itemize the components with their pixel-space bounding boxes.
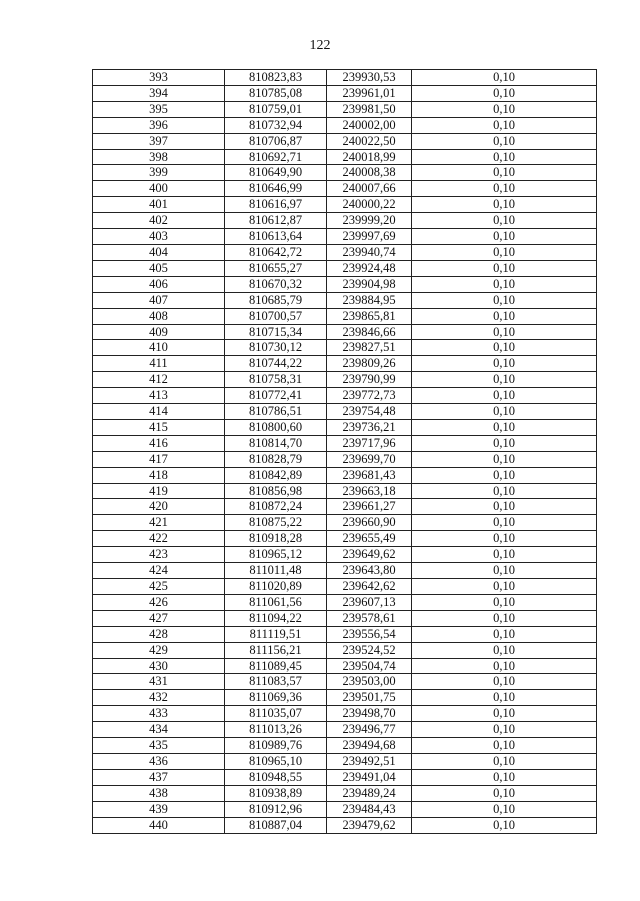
table-row: [93, 658, 597, 674]
accuracy-cell: 0,10: [412, 769, 597, 785]
point-number-cell: 434: [93, 722, 225, 738]
x-coordinate-cell: 811094,22: [225, 610, 327, 626]
accuracy-cell: 0,10: [412, 594, 597, 610]
point-number-cell: 412: [93, 372, 225, 388]
accuracy-cell: 0,10: [412, 785, 597, 801]
table-row: [93, 610, 597, 626]
y-coordinate-cell: 239578,61: [327, 610, 412, 626]
x-coordinate-cell: 810692,71: [225, 149, 327, 165]
table-row: [93, 531, 597, 547]
x-coordinate-cell: 811089,45: [225, 658, 327, 674]
y-coordinate-cell: 239681,43: [327, 467, 412, 483]
table-row: [93, 197, 597, 213]
y-coordinate-cell: 239904,98: [327, 276, 412, 292]
table-row: [93, 674, 597, 690]
accuracy-cell: 0,10: [412, 356, 597, 372]
table-row: [93, 165, 597, 181]
coordinates-table-body: [93, 70, 597, 834]
point-number-cell: 395: [93, 101, 225, 117]
y-coordinate-cell: 239754,48: [327, 404, 412, 420]
accuracy-cell: 0,10: [412, 292, 597, 308]
x-coordinate-cell: 810649,90: [225, 165, 327, 181]
x-coordinate-cell: 810786,51: [225, 404, 327, 420]
table-row: [93, 117, 597, 133]
x-coordinate-cell: 810730,12: [225, 340, 327, 356]
accuracy-cell: 0,10: [412, 610, 597, 626]
accuracy-cell: 0,10: [412, 499, 597, 515]
table-row: [93, 340, 597, 356]
point-number-cell: 399: [93, 165, 225, 181]
x-coordinate-cell: 810828,79: [225, 451, 327, 467]
table-row: [93, 435, 597, 451]
y-coordinate-cell: 239736,21: [327, 419, 412, 435]
y-coordinate-cell: 239492,51: [327, 753, 412, 769]
y-coordinate-cell: 239884,95: [327, 292, 412, 308]
table-row: [93, 769, 597, 785]
table-row: [93, 229, 597, 245]
table-row: [93, 181, 597, 197]
accuracy-cell: 0,10: [412, 419, 597, 435]
point-number-cell: 397: [93, 133, 225, 149]
point-number-cell: 410: [93, 340, 225, 356]
x-coordinate-cell: 810655,27: [225, 260, 327, 276]
x-coordinate-cell: 810613,64: [225, 229, 327, 245]
x-coordinate-cell: 810918,28: [225, 531, 327, 547]
y-coordinate-cell: 239649,62: [327, 547, 412, 563]
point-number-cell: 421: [93, 515, 225, 531]
table-row: [93, 419, 597, 435]
accuracy-cell: 0,10: [412, 563, 597, 579]
y-coordinate-cell: 239661,27: [327, 499, 412, 515]
table-row: [93, 70, 597, 86]
table-row: [93, 801, 597, 817]
point-number-cell: 439: [93, 801, 225, 817]
accuracy-cell: 0,10: [412, 753, 597, 769]
point-number-cell: 422: [93, 531, 225, 547]
x-coordinate-cell: 810685,79: [225, 292, 327, 308]
point-number-cell: 398: [93, 149, 225, 165]
y-coordinate-cell: 240002,00: [327, 117, 412, 133]
accuracy-cell: 0,10: [412, 435, 597, 451]
table-row: [93, 149, 597, 165]
accuracy-cell: 0,10: [412, 674, 597, 690]
x-coordinate-cell: 810616,97: [225, 197, 327, 213]
accuracy-cell: 0,10: [412, 70, 597, 86]
accuracy-cell: 0,10: [412, 451, 597, 467]
accuracy-cell: 0,10: [412, 738, 597, 754]
y-coordinate-cell: 239940,74: [327, 244, 412, 260]
accuracy-cell: 0,10: [412, 276, 597, 292]
point-number-cell: 406: [93, 276, 225, 292]
x-coordinate-cell: 810856,98: [225, 483, 327, 499]
table-row: [93, 324, 597, 340]
accuracy-cell: 0,10: [412, 372, 597, 388]
table-row: [93, 292, 597, 308]
point-number-cell: 427: [93, 610, 225, 626]
y-coordinate-cell: 239655,49: [327, 531, 412, 547]
y-coordinate-cell: 239663,18: [327, 483, 412, 499]
accuracy-cell: 0,10: [412, 388, 597, 404]
table-row: [93, 642, 597, 658]
accuracy-cell: 0,10: [412, 801, 597, 817]
x-coordinate-cell: 811035,07: [225, 706, 327, 722]
point-number-cell: 394: [93, 85, 225, 101]
accuracy-cell: 0,10: [412, 722, 597, 738]
table-row: [93, 817, 597, 833]
accuracy-cell: 0,10: [412, 531, 597, 547]
table-row: [93, 626, 597, 642]
y-coordinate-cell: 239504,74: [327, 658, 412, 674]
accuracy-cell: 0,10: [412, 706, 597, 722]
accuracy-cell: 0,10: [412, 579, 597, 595]
point-number-cell: 440: [93, 817, 225, 833]
y-coordinate-cell: 240000,22: [327, 197, 412, 213]
point-number-cell: 417: [93, 451, 225, 467]
point-number-cell: 415: [93, 419, 225, 435]
x-coordinate-cell: 810759,01: [225, 101, 327, 117]
point-number-cell: 407: [93, 292, 225, 308]
coordinates-table: [92, 69, 597, 834]
x-coordinate-cell: 810814,70: [225, 435, 327, 451]
y-coordinate-cell: 239699,70: [327, 451, 412, 467]
table-row: [93, 260, 597, 276]
accuracy-cell: 0,10: [412, 213, 597, 229]
accuracy-cell: 0,10: [412, 165, 597, 181]
accuracy-cell: 0,10: [412, 101, 597, 117]
x-coordinate-cell: 810744,22: [225, 356, 327, 372]
point-number-cell: 416: [93, 435, 225, 451]
table-row: [93, 101, 597, 117]
y-coordinate-cell: 239961,01: [327, 85, 412, 101]
table-row: [93, 388, 597, 404]
accuracy-cell: 0,10: [412, 340, 597, 356]
point-number-cell: 404: [93, 244, 225, 260]
table-row: [93, 451, 597, 467]
x-coordinate-cell: 810732,94: [225, 117, 327, 133]
y-coordinate-cell: 239524,52: [327, 642, 412, 658]
x-coordinate-cell: 811119,51: [225, 626, 327, 642]
table-row: [93, 308, 597, 324]
x-coordinate-cell: 810965,12: [225, 547, 327, 563]
y-coordinate-cell: 239865,81: [327, 308, 412, 324]
table-row: [93, 133, 597, 149]
x-coordinate-cell: 810772,41: [225, 388, 327, 404]
x-coordinate-cell: 810989,76: [225, 738, 327, 754]
y-coordinate-cell: 239491,04: [327, 769, 412, 785]
accuracy-cell: 0,10: [412, 181, 597, 197]
y-coordinate-cell: 239930,53: [327, 70, 412, 86]
point-number-cell: 411: [93, 356, 225, 372]
y-coordinate-cell: 239999,20: [327, 213, 412, 229]
x-coordinate-cell: 810872,24: [225, 499, 327, 515]
y-coordinate-cell: 239494,68: [327, 738, 412, 754]
y-coordinate-cell: 239846,66: [327, 324, 412, 340]
x-coordinate-cell: 810785,08: [225, 85, 327, 101]
x-coordinate-cell: 810887,04: [225, 817, 327, 833]
accuracy-cell: 0,10: [412, 229, 597, 245]
table-row: [93, 738, 597, 754]
point-number-cell: 413: [93, 388, 225, 404]
point-number-cell: 424: [93, 563, 225, 579]
table-row: [93, 244, 597, 260]
accuracy-cell: 0,10: [412, 467, 597, 483]
table-row: [93, 753, 597, 769]
table-row: [93, 690, 597, 706]
x-coordinate-cell: 810670,32: [225, 276, 327, 292]
x-coordinate-cell: 811020,89: [225, 579, 327, 595]
y-coordinate-cell: 239827,51: [327, 340, 412, 356]
point-number-cell: 431: [93, 674, 225, 690]
accuracy-cell: 0,10: [412, 515, 597, 531]
table-row: [93, 483, 597, 499]
x-coordinate-cell: 810758,31: [225, 372, 327, 388]
point-number-cell: 396: [93, 117, 225, 133]
accuracy-cell: 0,10: [412, 547, 597, 563]
point-number-cell: 418: [93, 467, 225, 483]
y-coordinate-cell: 239981,50: [327, 101, 412, 117]
accuracy-cell: 0,10: [412, 85, 597, 101]
x-coordinate-cell: 810715,34: [225, 324, 327, 340]
y-coordinate-cell: 239809,26: [327, 356, 412, 372]
point-number-cell: 438: [93, 785, 225, 801]
y-coordinate-cell: 239479,62: [327, 817, 412, 833]
table-row: [93, 85, 597, 101]
x-coordinate-cell: 810700,57: [225, 308, 327, 324]
y-coordinate-cell: 239489,24: [327, 785, 412, 801]
point-number-cell: 435: [93, 738, 225, 754]
point-number-cell: 414: [93, 404, 225, 420]
point-number-cell: 400: [93, 181, 225, 197]
x-coordinate-cell: 810642,72: [225, 244, 327, 260]
table-row: [93, 722, 597, 738]
table-row: [93, 579, 597, 595]
x-coordinate-cell: 810842,89: [225, 467, 327, 483]
y-coordinate-cell: 239496,77: [327, 722, 412, 738]
accuracy-cell: 0,10: [412, 817, 597, 833]
y-coordinate-cell: 239790,99: [327, 372, 412, 388]
table-row: [93, 372, 597, 388]
point-number-cell: 402: [93, 213, 225, 229]
point-number-cell: 436: [93, 753, 225, 769]
table-row: [93, 213, 597, 229]
x-coordinate-cell: 811013,26: [225, 722, 327, 738]
y-coordinate-cell: 240007,66: [327, 181, 412, 197]
x-coordinate-cell: 810612,87: [225, 213, 327, 229]
y-coordinate-cell: 239642,62: [327, 579, 412, 595]
point-number-cell: 428: [93, 626, 225, 642]
page-number: 122: [309, 38, 331, 53]
y-coordinate-cell: 239556,54: [327, 626, 412, 642]
x-coordinate-cell: 811061,56: [225, 594, 327, 610]
accuracy-cell: 0,10: [412, 308, 597, 324]
accuracy-cell: 0,10: [412, 244, 597, 260]
table-row: [93, 356, 597, 372]
y-coordinate-cell: 240008,38: [327, 165, 412, 181]
point-number-cell: 437: [93, 769, 225, 785]
accuracy-cell: 0,10: [412, 690, 597, 706]
accuracy-cell: 0,10: [412, 626, 597, 642]
table-row: [93, 404, 597, 420]
accuracy-cell: 0,10: [412, 197, 597, 213]
table-row: [93, 547, 597, 563]
accuracy-cell: 0,10: [412, 133, 597, 149]
x-coordinate-cell: 810965,10: [225, 753, 327, 769]
table-row: [93, 563, 597, 579]
point-number-cell: 426: [93, 594, 225, 610]
accuracy-cell: 0,10: [412, 658, 597, 674]
table-row: [93, 706, 597, 722]
table-row: [93, 499, 597, 515]
y-coordinate-cell: 240022,50: [327, 133, 412, 149]
table-row: [93, 276, 597, 292]
point-number-cell: 401: [93, 197, 225, 213]
point-number-cell: 425: [93, 579, 225, 595]
y-coordinate-cell: 239772,73: [327, 388, 412, 404]
point-number-cell: 433: [93, 706, 225, 722]
point-number-cell: 409: [93, 324, 225, 340]
point-number-cell: 432: [93, 690, 225, 706]
y-coordinate-cell: 239503,00: [327, 674, 412, 690]
table-row: [93, 515, 597, 531]
point-number-cell: 393: [93, 70, 225, 86]
x-coordinate-cell: 811083,57: [225, 674, 327, 690]
x-coordinate-cell: 810706,87: [225, 133, 327, 149]
accuracy-cell: 0,10: [412, 324, 597, 340]
point-number-cell: 419: [93, 483, 225, 499]
point-number-cell: 430: [93, 658, 225, 674]
accuracy-cell: 0,10: [412, 483, 597, 499]
x-coordinate-cell: 810646,99: [225, 181, 327, 197]
y-coordinate-cell: 239997,69: [327, 229, 412, 245]
table-row: [93, 467, 597, 483]
point-number-cell: 420: [93, 499, 225, 515]
x-coordinate-cell: 811156,21: [225, 642, 327, 658]
y-coordinate-cell: 239607,13: [327, 594, 412, 610]
point-number-cell: 408: [93, 308, 225, 324]
x-coordinate-cell: 810875,22: [225, 515, 327, 531]
accuracy-cell: 0,10: [412, 404, 597, 420]
x-coordinate-cell: 811069,36: [225, 690, 327, 706]
y-coordinate-cell: 240018,99: [327, 149, 412, 165]
x-coordinate-cell: 810938,89: [225, 785, 327, 801]
table-row: [93, 785, 597, 801]
x-coordinate-cell: 810948,55: [225, 769, 327, 785]
point-number-cell: 405: [93, 260, 225, 276]
accuracy-cell: 0,10: [412, 642, 597, 658]
accuracy-cell: 0,10: [412, 260, 597, 276]
x-coordinate-cell: 810800,60: [225, 419, 327, 435]
x-coordinate-cell: 810823,83: [225, 70, 327, 86]
y-coordinate-cell: 239484,43: [327, 801, 412, 817]
y-coordinate-cell: 239924,48: [327, 260, 412, 276]
point-number-cell: 423: [93, 547, 225, 563]
accuracy-cell: 0,10: [412, 149, 597, 165]
y-coordinate-cell: 239501,75: [327, 690, 412, 706]
point-number-cell: 429: [93, 642, 225, 658]
y-coordinate-cell: 239498,70: [327, 706, 412, 722]
y-coordinate-cell: 239660,90: [327, 515, 412, 531]
table-row: [93, 594, 597, 610]
accuracy-cell: 0,10: [412, 117, 597, 133]
y-coordinate-cell: 239643,80: [327, 563, 412, 579]
x-coordinate-cell: 810912,96: [225, 801, 327, 817]
x-coordinate-cell: 811011,48: [225, 563, 327, 579]
y-coordinate-cell: 239717,96: [327, 435, 412, 451]
point-number-cell: 403: [93, 229, 225, 245]
